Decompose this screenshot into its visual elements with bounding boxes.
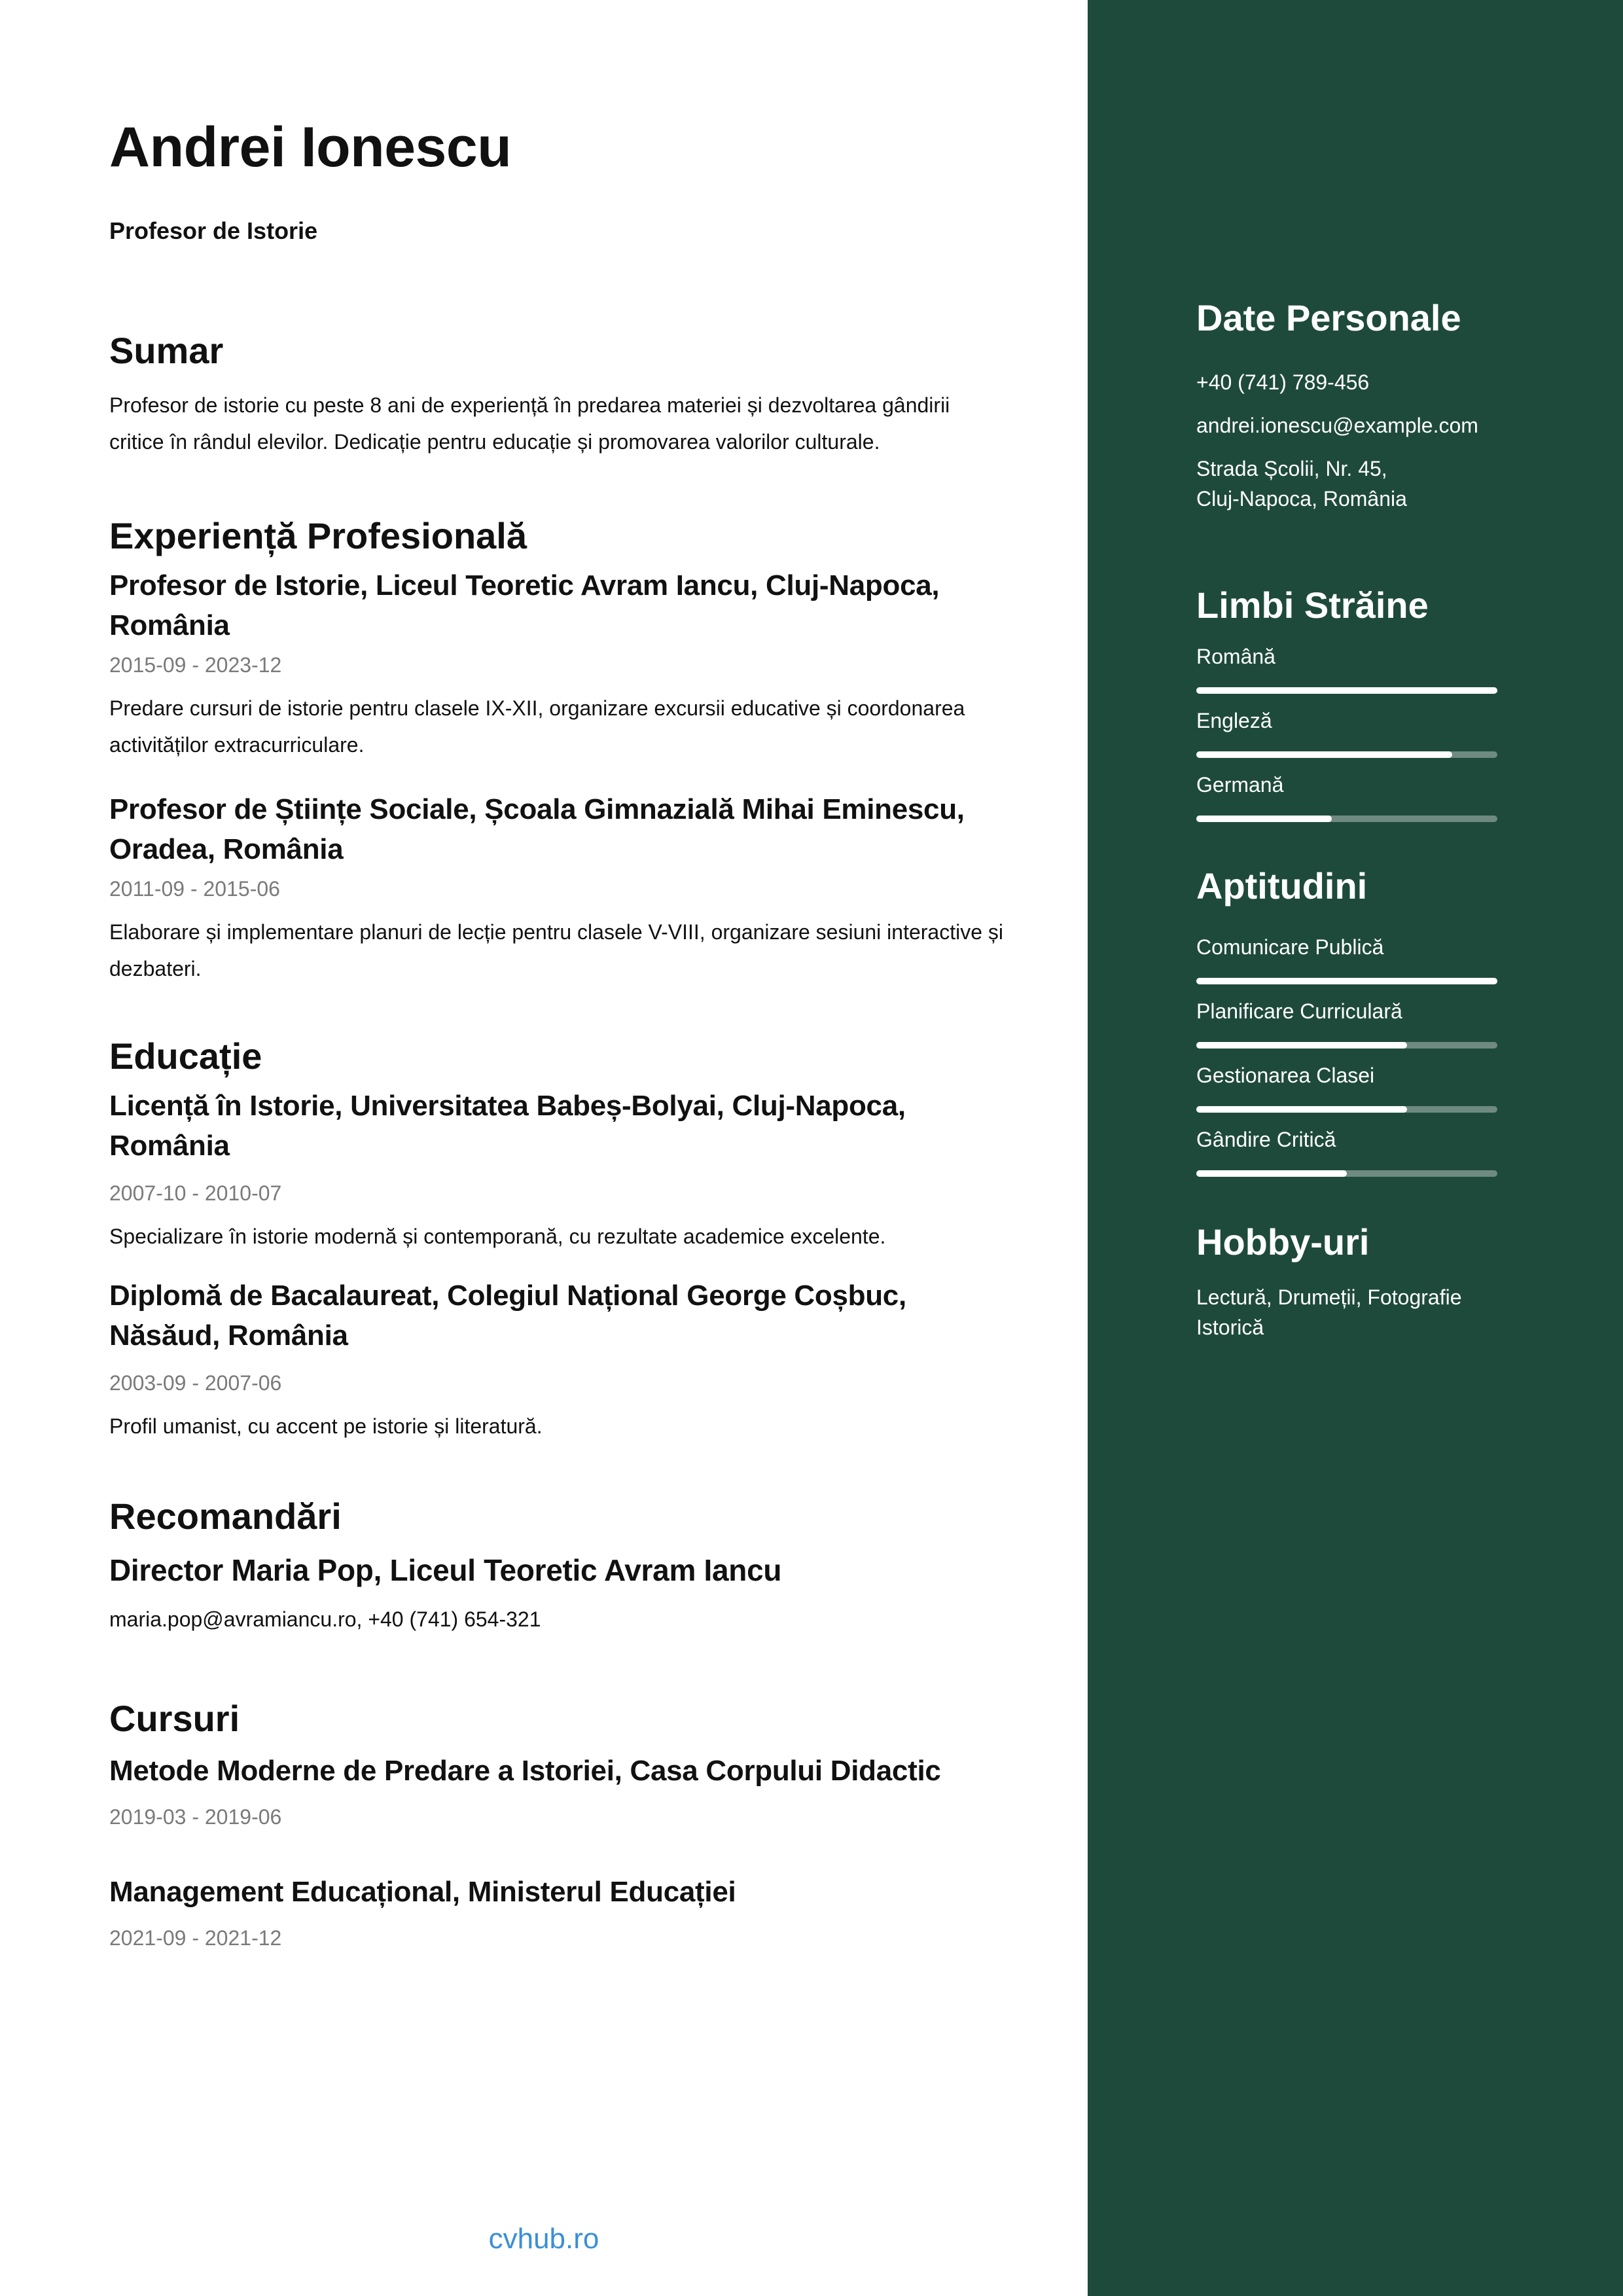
skill-bar-fill — [1196, 1042, 1407, 1049]
hobbies-text: Lectură, Drumeții, Fotografie Istorică — [1196, 1285, 1462, 1339]
language-bar-fill — [1196, 751, 1452, 758]
candidate-role: Profesor de Istorie — [109, 217, 318, 244]
language-label: Română — [1196, 645, 1275, 669]
sidebar — [1088, 0, 1623, 2296]
skill-item — [1196, 1060, 1499, 1113]
entry-title: Diplomă de Bacalaureat, Colegiul Național George Coșbuc, Năsăud, România — [109, 1280, 906, 1352]
language-item — [1196, 770, 1499, 822]
skill-bar — [1196, 978, 1497, 984]
email[interactable]: andrei.ionescu@example.com — [1196, 414, 1478, 438]
reference-contact: maria.pop@avramiancu.ro, +40 (741) 654-321 — [109, 1607, 541, 1631]
skill-bar — [1196, 1042, 1497, 1049]
skill-label: Gândire Critică — [1196, 1127, 1336, 1151]
skill-label: Comunicare Publică — [1196, 935, 1384, 959]
summary-heading: Sumar — [109, 329, 224, 371]
experience-entry — [109, 789, 1009, 987]
entry-date: 2003-09 - 2007-06 — [109, 1371, 282, 1395]
skill-bar — [1196, 1170, 1497, 1177]
entry-description: Profil umanist, cu accent pe istorie și literatură. — [109, 1414, 543, 1439]
entry-title: Management Educațional, Ministerul Educației — [109, 1875, 736, 1908]
education-entry — [109, 1086, 1009, 1255]
address-line-2: Cluj-Napoca, România — [1196, 487, 1407, 511]
language-item — [1196, 641, 1499, 694]
references-heading: Recomandări — [109, 1496, 342, 1537]
candidate-name: Andrei Ionescu — [109, 116, 512, 179]
entry-title: Licență în Istorie, Universitatea Babeș-Bolyai, Cluj-Napoca, România — [109, 1090, 906, 1162]
skill-bar — [1196, 1106, 1497, 1113]
personal-heading: Date Personale — [1196, 297, 1461, 338]
language-bar — [1196, 816, 1497, 822]
skill-list — [1196, 932, 1499, 1177]
entry-title: Profesor de Științe Sociale, Școala Gimnazială Mihai Eminescu, Oradea, România — [109, 793, 965, 866]
education-entry — [109, 1276, 1009, 1444]
skill-label: Planificare Curriculară — [1196, 999, 1402, 1023]
reference-entry — [109, 1551, 1009, 1638]
skill-item — [1196, 1124, 1499, 1177]
language-bar-fill — [1196, 687, 1497, 694]
skill-item — [1196, 932, 1499, 984]
experience-entry — [109, 565, 1009, 763]
language-bar-fill — [1196, 816, 1332, 822]
phone: +40 (741) 789-456 — [1196, 370, 1370, 395]
entry-date: 2019-03 - 2019-06 — [109, 1804, 282, 1829]
skills-heading: Aptitudini — [1196, 865, 1368, 907]
course-entry — [109, 1872, 1009, 1956]
entry-date: 2021-09 - 2021-12 — [109, 1926, 282, 1950]
entry-date: 2007-10 - 2010-07 — [109, 1181, 282, 1206]
skill-item — [1196, 996, 1499, 1049]
languages-heading: Limbi Străine — [1196, 584, 1429, 626]
skill-bar-fill — [1196, 978, 1497, 984]
skill-bar-fill — [1196, 1106, 1407, 1113]
entry-description: Elaborare și implementare planuri de lecție pentru clasele V-VIII, organizare sesiuni interactive și dezbateri. — [109, 920, 1004, 981]
entry-title: Metode Moderne de Predare a Istoriei, Casa Corpului Didactic — [109, 1754, 941, 1787]
entry-description: Predare cursuri de istorie pentru clasele IX-XII, organizare excursii educative și coordonarea activităților extracurriculare. — [109, 696, 965, 757]
language-bar — [1196, 687, 1497, 694]
address-line-1: Strada Școlii, Nr. 45, — [1196, 457, 1387, 481]
entry-date: 2011-09 - 2015-06 — [109, 877, 280, 901]
education-heading: Educație — [109, 1035, 262, 1077]
experience-heading: Experiență Profesională — [109, 514, 527, 556]
entry-date: 2015-09 - 2023-12 — [109, 653, 282, 677]
summary-text: Profesor de istorie cu peste 8 ani de experiență în predarea materiei și dezvoltarea gândirii critice în rândul elevilor. Dedicație pentru educație și promovarea valorilor culturale. — [109, 393, 950, 454]
reference-name: Director Maria Pop, Liceul Teoretic Avram Iancu — [109, 1552, 782, 1587]
course-entry — [109, 1751, 1009, 1835]
courses-heading: Cursuri — [109, 1697, 240, 1739]
skill-bar-fill — [1196, 1170, 1347, 1177]
skill-label: Gestionarea Clasei — [1196, 1063, 1375, 1087]
language-bar — [1196, 751, 1497, 758]
language-label: Engleză — [1196, 709, 1272, 733]
hobbies-heading: Hobby-uri — [1196, 1221, 1370, 1263]
language-label: Germană — [1196, 773, 1284, 797]
language-item — [1196, 706, 1499, 758]
language-list — [1196, 641, 1499, 822]
entry-title: Profesor de Istorie, Liceul Teoretic Avram Iancu, Cluj-Napoca, România — [109, 569, 940, 642]
entry-description: Specializare în istorie modernă și contemporană, cu rezultate academice excelente. — [109, 1225, 886, 1249]
footer-link[interactable]: cvhub.ro — [488, 2223, 599, 2255]
